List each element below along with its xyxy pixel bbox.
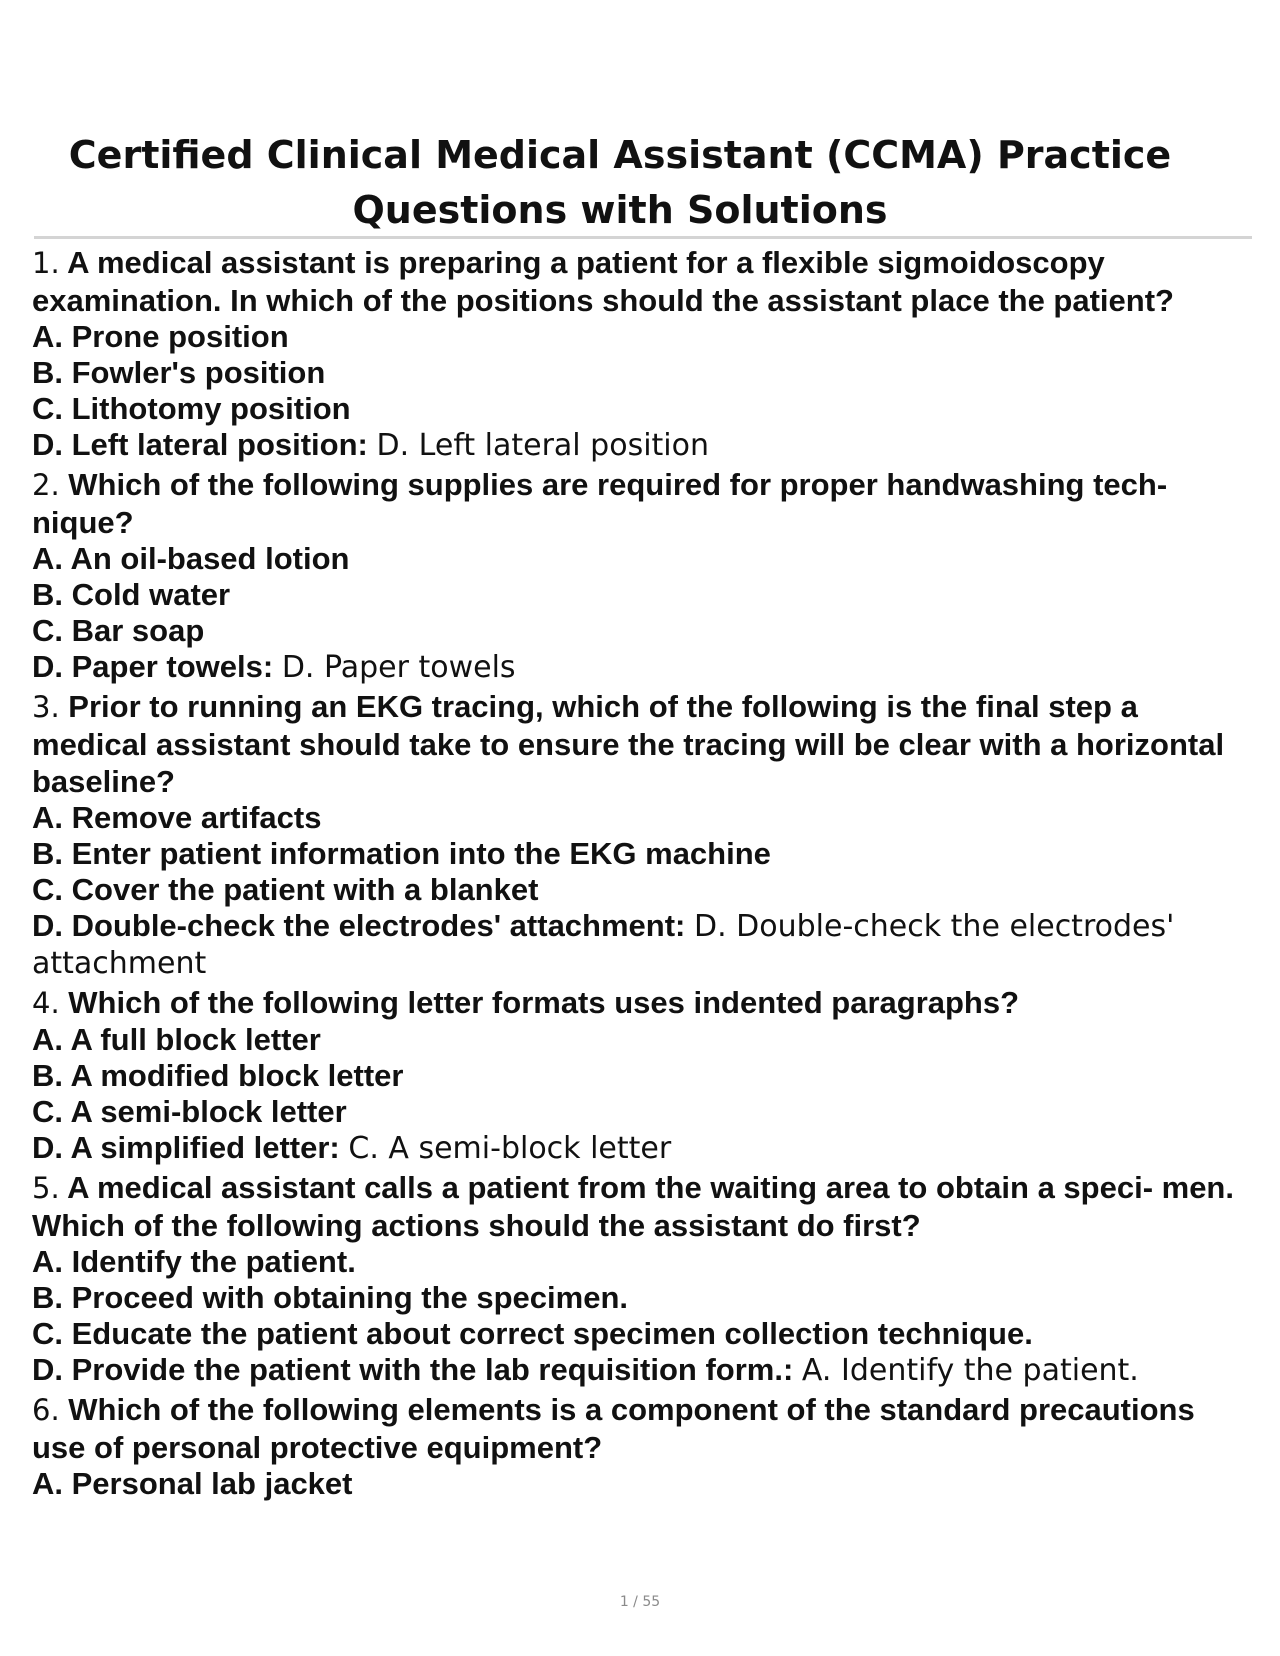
question-list — [32, 244, 1252, 1504]
page-indicator: 1 / 55 — [619, 1594, 661, 1610]
question-number: 3. — [32, 690, 60, 724]
option-letter: D. — [32, 908, 63, 943]
question-item — [32, 688, 1252, 982]
option-text: Cover the patient with a blanket — [71, 872, 539, 907]
question-number: 5. — [32, 1171, 60, 1205]
option-text: Remove artifacts — [71, 800, 322, 835]
title-divider — [34, 236, 1252, 239]
answer-option — [32, 1022, 1252, 1058]
question-item — [32, 1391, 1252, 1502]
question-item — [32, 984, 1252, 1167]
question-stem — [32, 1169, 1252, 1244]
answer-option — [32, 908, 1252, 982]
option-letter: B. — [32, 836, 63, 871]
option-letter: D. — [32, 427, 63, 462]
question-stem — [32, 466, 1252, 541]
answer-option — [32, 649, 1252, 686]
answer-option — [32, 800, 1252, 836]
question-number: 6. — [32, 1393, 60, 1427]
answer-option — [32, 541, 1252, 577]
question-number: 4. — [32, 986, 60, 1020]
correct-answer: D. Paper towels — [281, 650, 516, 685]
option-letter: A. — [32, 1244, 63, 1279]
answer-option — [32, 1058, 1252, 1094]
answer-option — [32, 1094, 1252, 1130]
question-stem — [32, 688, 1252, 800]
correct-answer: D. Left lateral position — [376, 428, 710, 463]
option-letter: B. — [32, 577, 63, 612]
question-text: Which of the following supplies are required for proper handwashing tech- nique? — [32, 467, 1168, 540]
option-text: Personal lab jacket — [71, 1466, 353, 1501]
page-title: Certified Clinical Medical Assistant (CCMA) Practice Questions with Solutions — [68, 133, 1172, 232]
answer-option — [32, 1352, 1252, 1389]
question-item — [32, 1169, 1252, 1389]
question-number: 2. — [32, 468, 60, 502]
option-letter: C. — [32, 872, 63, 907]
answer-option — [32, 1466, 1252, 1502]
answer-option — [32, 577, 1252, 613]
option-text: Prone position — [71, 319, 289, 354]
option-text: An oil-based lotion — [70, 541, 350, 576]
answer-option — [32, 836, 1252, 872]
question-text: Which of the following letter formats uses indented paragraphs? — [68, 985, 1020, 1020]
question-stem — [32, 984, 1252, 1022]
answer-option — [32, 1244, 1252, 1280]
question-number: 1. — [32, 246, 60, 280]
correct-answer: D. Double-check the electrodes' attachment — [32, 909, 1175, 981]
answer-option — [32, 613, 1252, 649]
answer-option — [32, 1280, 1252, 1316]
option-letter: C. — [32, 1094, 63, 1129]
option-letter: D. — [32, 1352, 63, 1387]
option-text: Fowler's position — [71, 355, 326, 390]
option-text: Enter patient information into the EKG machine — [71, 836, 771, 871]
option-letter: B. — [32, 355, 63, 390]
option-letter: C. — [32, 613, 63, 648]
option-text: Paper towels: — [71, 649, 274, 684]
option-text: Cold water — [71, 577, 231, 612]
option-text: A full block letter — [70, 1022, 321, 1057]
option-text: Lithotomy position — [71, 391, 351, 426]
question-item — [32, 244, 1252, 464]
answer-option — [32, 319, 1252, 355]
question-item — [32, 466, 1252, 686]
option-text: Double-check the electrodes' attachment: — [71, 908, 686, 943]
option-letter: B. — [32, 1280, 63, 1315]
question-text: A medical assistant calls a patient from the waiting area to obtain a speci- men. Which of the following actions should the assistant do first? — [32, 1170, 1234, 1243]
option-letter: C. — [32, 391, 63, 426]
question-stem — [32, 1391, 1252, 1466]
option-letter: A. — [32, 1466, 63, 1501]
answer-option — [32, 391, 1252, 427]
option-letter: C. — [32, 1316, 63, 1351]
option-letter: D. — [32, 1130, 63, 1165]
answer-option — [32, 872, 1252, 908]
question-text: Prior to running an EKG tracing, which of the following is the final step a medical assistant should take to ensure the tracing will be clear with a horizontal baseline? — [32, 689, 1225, 799]
option-letter: B. — [32, 1058, 63, 1093]
option-letter: A. — [32, 1022, 63, 1057]
option-text: Left lateral position: — [71, 427, 368, 462]
correct-answer: A. Identify the patient. — [801, 1353, 1139, 1388]
question-text: Which of the following elements is a component of the standard precautions use of personal protective equipment? — [32, 1392, 1195, 1465]
option-text: Educate the patient about correct specimen collection technique. — [71, 1316, 1033, 1351]
option-letter: A. — [32, 319, 63, 354]
option-text: Provide the patient with the lab requisition form.: — [71, 1352, 794, 1387]
answer-option — [32, 1316, 1252, 1352]
option-letter: A. — [32, 541, 63, 576]
option-letter: D. — [32, 649, 63, 684]
question-stem — [32, 244, 1252, 319]
option-letter: A. — [32, 800, 63, 835]
option-text: Proceed with obtaining the specimen. — [71, 1280, 628, 1315]
option-text: A semi-block letter — [70, 1094, 347, 1129]
answer-option — [32, 355, 1252, 391]
correct-answer: C. A semi-block letter — [348, 1131, 672, 1166]
option-text: Identify the patient. — [71, 1244, 356, 1279]
option-text: Bar soap — [71, 613, 205, 648]
question-text: A medical assistant is preparing a patient for a flexible sigmoidoscopy examination. In which of the positions should the assistant place the patient? — [32, 245, 1174, 318]
option-text: A modified block letter — [70, 1058, 404, 1093]
answer-option — [32, 427, 1252, 464]
answer-option — [32, 1130, 1252, 1167]
option-text: A simplified letter: — [70, 1130, 340, 1165]
